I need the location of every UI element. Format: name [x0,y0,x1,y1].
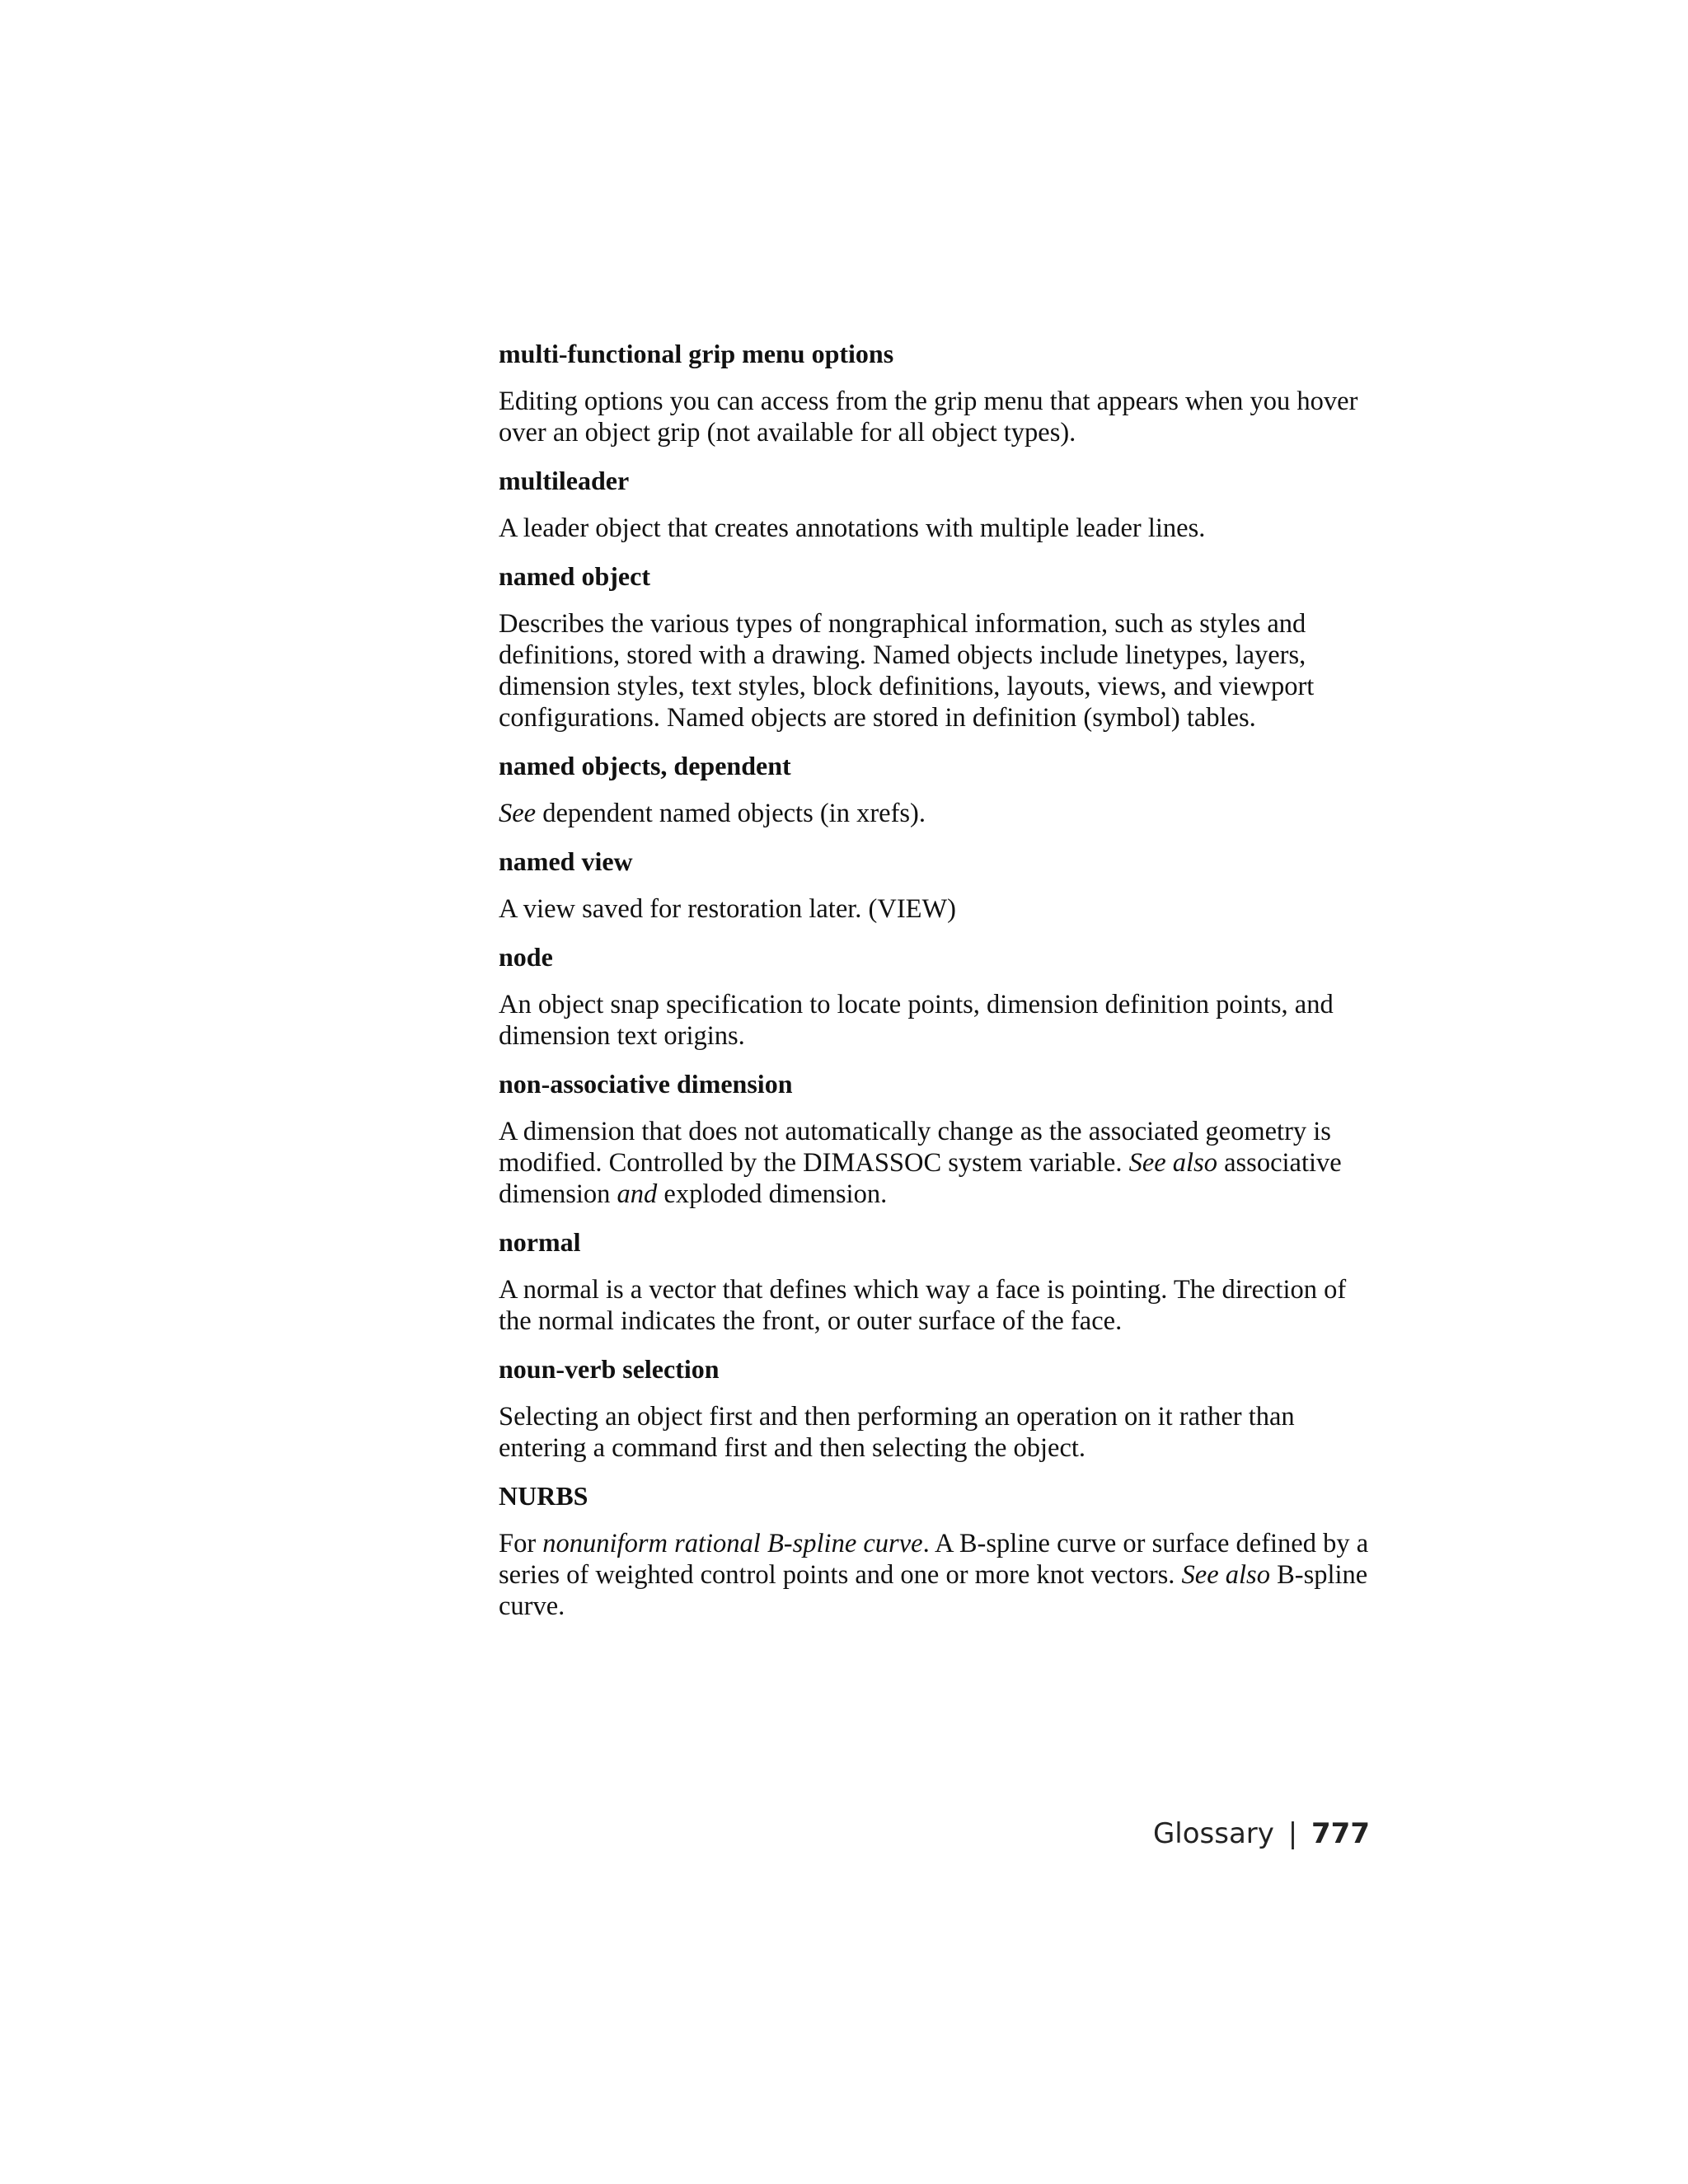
glossary-entry [499,1226,1372,1337]
glossary-term: named objects, dependent [499,751,791,780]
text-run: A leader object that creates annotations with multiple leader lines. [499,513,1206,543]
text-run: exploded dimension. [657,1179,888,1209]
glossary-entry [499,1353,1372,1464]
text-run: A normal is a vector that defines which way a face is pointing. The direction of the normal indicates the front, or outer surface of the face. [499,1275,1347,1336]
glossary-entry [499,750,1372,829]
italic-text: See also [1181,1560,1270,1590]
page-number: 777 [1311,1817,1370,1850]
glossary-term: normal [499,1227,581,1257]
text-run: A dimension that does not automatically change as the associated geometry is modified. Controlled by the DIMASSOC system variable. [499,1117,1331,1178]
text-run: associative dimension [499,1148,1342,1209]
page-footer [1153,1817,1370,1850]
text-run: Editing options you can access from the grip menu that appears when you hover over an object grip (not available for all object types). [499,387,1358,448]
glossary-entry [499,1480,1372,1622]
glossary-term: NURBS [499,1481,588,1511]
italic-text: See also [1128,1148,1217,1178]
text-run: . A B-spline curve or surface defined by a series of weighted control points and one or more knot vectors. [499,1529,1369,1590]
glossary-definition [499,1274,1372,1337]
glossary-definition [499,1528,1372,1622]
text-run: An object snap specification to locate points, dimension definition points, and dimension text origins. [499,990,1334,1051]
glossary-term: named object [499,561,650,591]
glossary-entry [499,846,1372,925]
glossary-definition [499,513,1372,544]
glossary-definition [499,893,1372,925]
italic-text: and [617,1179,658,1209]
text-run: Selecting an object first and then performing an operation on it rather than entering a command first and then selecting the object. [499,1402,1295,1463]
glossary-definition [499,608,1372,733]
text-run: A view saved for restoration later. (VIEW) [499,894,957,924]
glossary-entry [499,941,1372,1052]
glossary-definition [499,798,1372,829]
text-run: Describes the various types of nongraphical information, such as styles and definitions, stored with a drawing. Named objects include linetypes, layers, dimension styles, text styles, block definitions, layouts, views, and viewport configurations. Named objects are stored in definition (symbol) tables. [499,609,1315,733]
glossary-term: non-associative dimension [499,1069,793,1099]
glossary-term: noun-verb selection [499,1354,720,1384]
glossary-definition [499,386,1372,448]
text-run: B-spline curve. [499,1560,1368,1621]
italic-text: nonuniform rational B-spline curve [542,1529,923,1558]
glossary-term: node [499,942,553,972]
glossary-term: multi-functional grip menu options [499,339,894,368]
italic-text: See [499,799,537,828]
glossary-definition [499,1401,1372,1464]
glossary-definition [499,989,1372,1052]
glossary-term: multileader [499,466,630,495]
text-run: dependent named objects (in xrefs). [536,799,926,828]
glossary-entry [499,465,1372,544]
footer-separator: | [1287,1817,1298,1850]
text-run: For [499,1529,543,1558]
glossary-entry [499,1068,1372,1210]
glossary-definition [499,1116,1372,1210]
footer-section-title: Glossary [1152,1817,1274,1850]
glossary-term: named view [499,846,633,876]
glossary-entries [499,338,1372,1638]
glossary-entry [499,560,1372,733]
glossary-entry [499,338,1372,448]
